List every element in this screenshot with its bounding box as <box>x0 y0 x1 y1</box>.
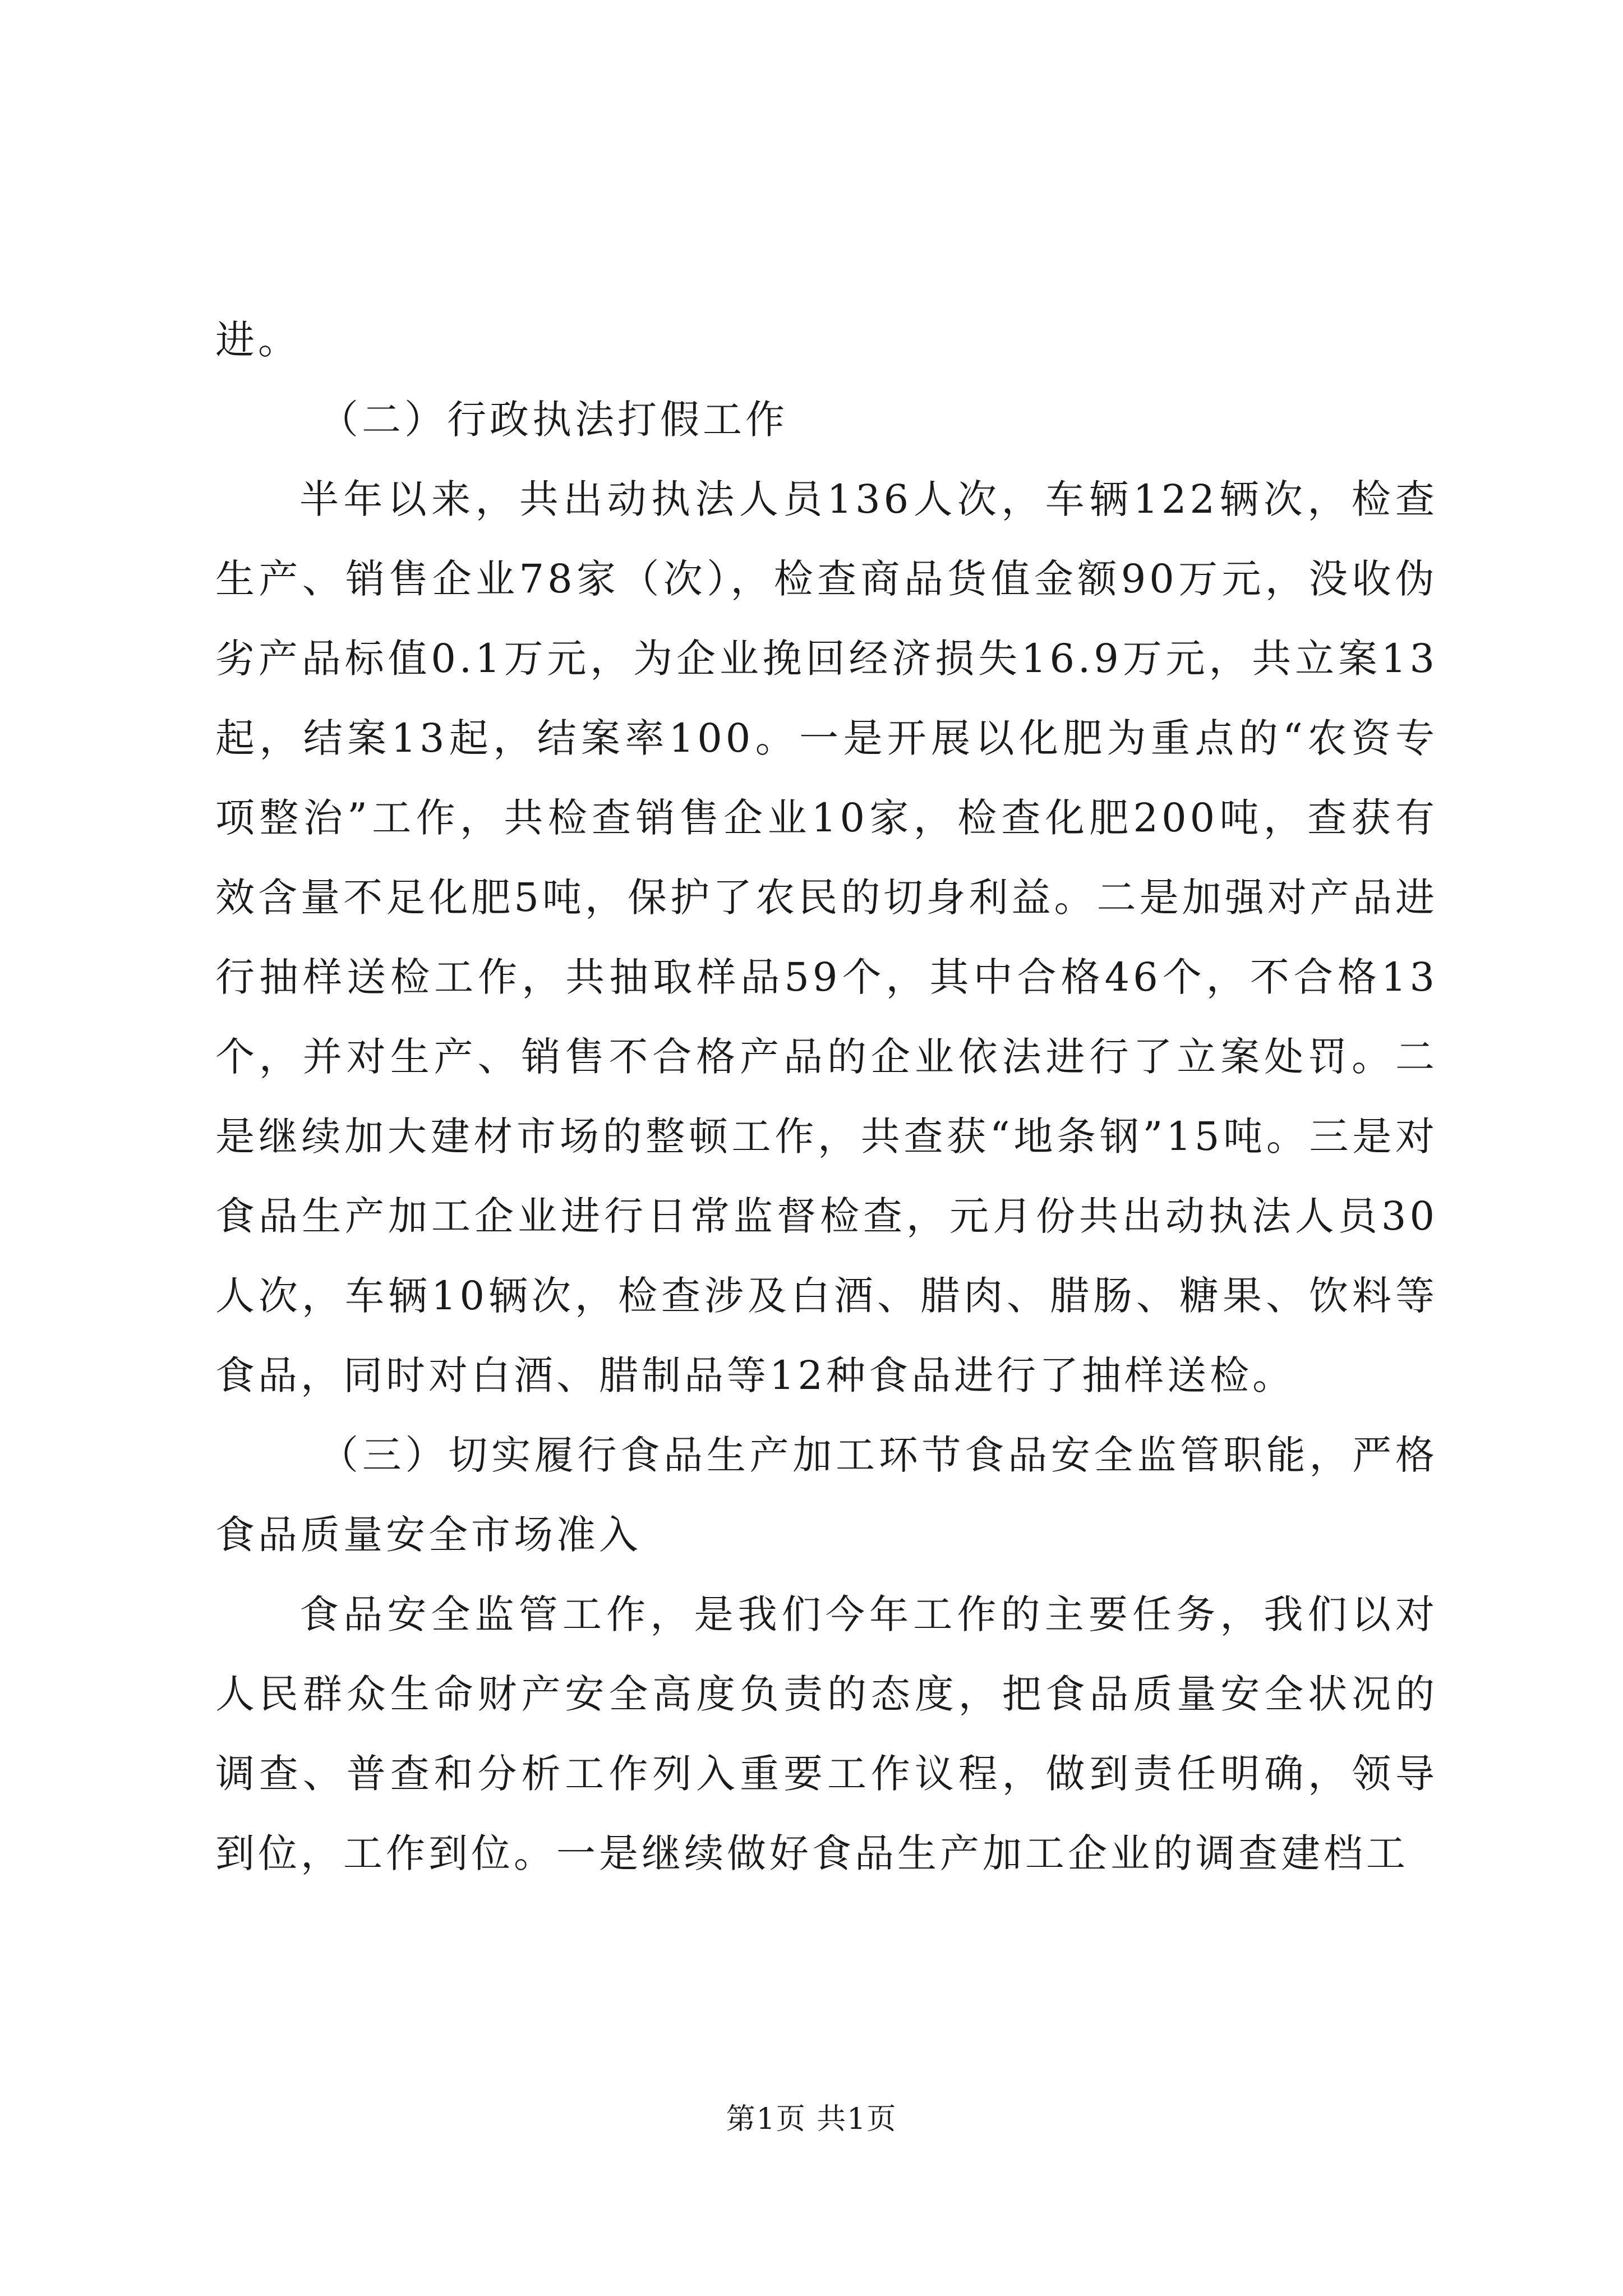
section-heading-2: （二）行政执法打假工作 <box>319 397 788 443</box>
paragraph-enforcement: 半年以来，共出动执法人员136人次，车辆122辆次，检查生产、销售企业78家（次），检查商品货值金额90万元，没收伪劣产品标值0.1万元，为企业挽回经济损失16.9万元，共立案13起，结案13起，结案率100。一是开展以化肥为重点的“农资专项整治”工作，共检查销售企业10家，检查化肥200吨，查获有效含量不足化肥5吨，保护了农民的切身利益。二是加强对产品进行抽样送检工作，共抽取样品59个，其中合格46个，不合格13个，并对生产、销售不合格产品的企业依法进行了立案处罚。二是继续加大建材市场的整顿工作，共查获“地条钢”15吨。三是对食品生产加工企业进行日常监督检查，元月份共出动执法人员30人次，车辆10辆次，检查涉及白酒、腊肉、腊肠、糖果、饮料等食品，同时对白酒、腊制品等12种食品进行了抽样送检。 <box>215 476 1438 1398</box>
paragraph-continuation: 进。 <box>215 317 301 363</box>
document-body <box>215 300 1438 1893</box>
section-heading-3: （三）切实履行食品生产加工环节食品安全监管职能，严格食品质量安全市场准入 <box>215 1432 1438 1558</box>
page-footer: 第1页 共1页 <box>726 2102 897 2136</box>
paragraph-food-safety: 食品安全监管工作，是我们今年工作的主要任务，我们以对人民群众生命财产安全高度负责的态度，把食品质量安全状况的调查、普查和分析工作列入重要工作议程，做到责任明确，领导到位，工作到位。一是继续做好食品生产加工企业的调查建档工 <box>215 1591 1438 1876</box>
